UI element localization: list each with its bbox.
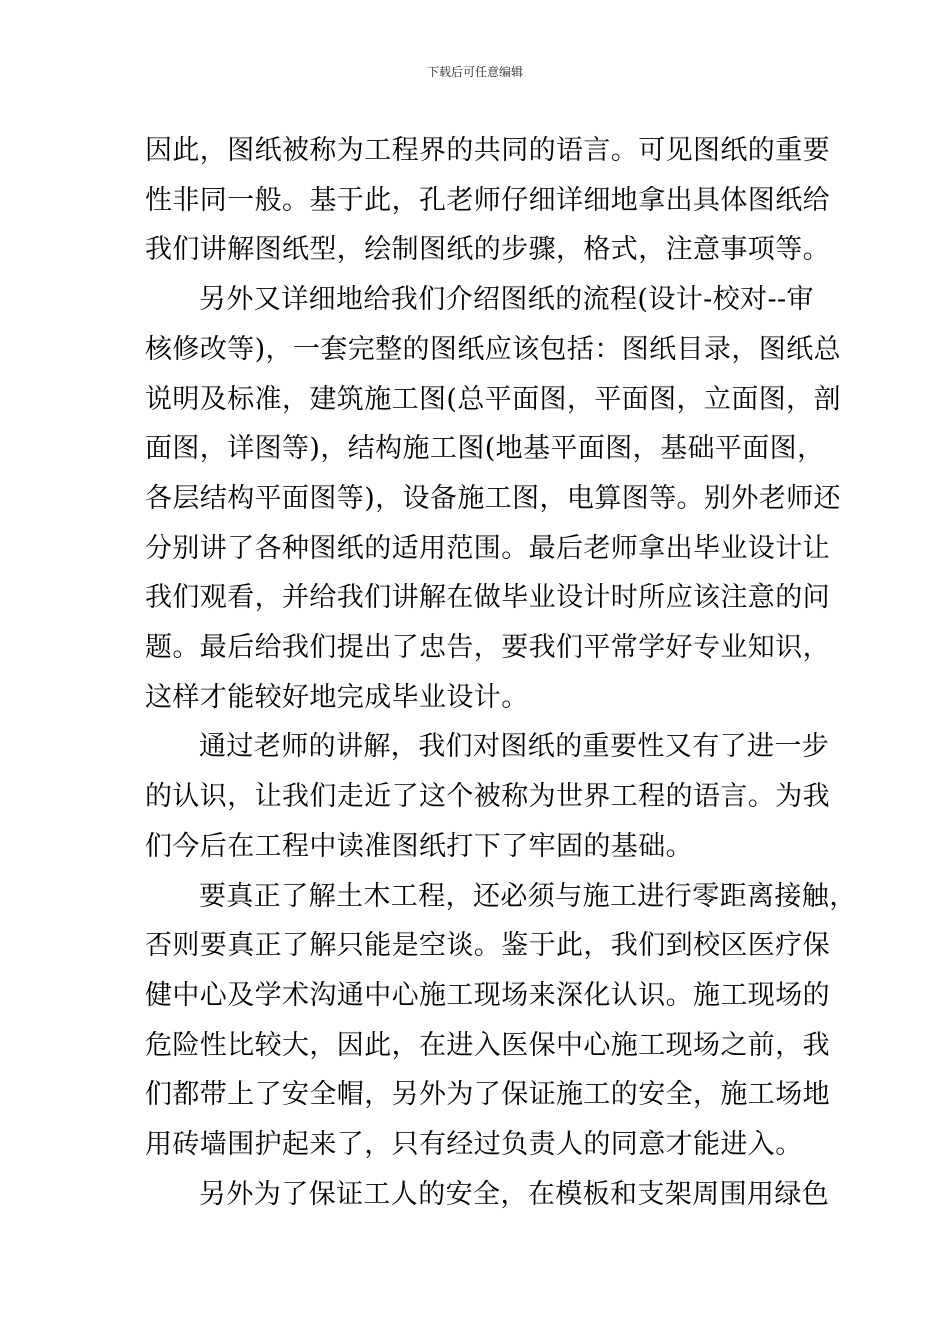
text-line: 健中心及学术沟通中心施工现场来深化认识。施工现场的 [145,979,830,1011]
text-line: 另外又详细地给我们介绍图纸的流程(设计-校对--审 [199,284,814,316]
text-line: 要真正了解土木工程，还必须与施工进行零距离接触， [199,880,857,912]
text-line: 通过老师的讲解，我们对图纸的重要性又有了进一步 [199,731,830,763]
text-line: 用砖墙围护起来了，只有经过负责人的同意才能进入。 [145,1129,803,1161]
text-line: 各层结构平面图等)，设备施工图，电算图等。别外老师还 [145,482,841,514]
text-line: 我们讲解图纸型，绘制图纸的步骤，格式，注意事项等。 [145,234,830,266]
text-line: 们都带上了安全帽，另外为了保证施工的安全，施工场地 [145,1079,830,1111]
text-line: 核修改等)，一套完整的图纸应该包括：图纸目录，图纸总 [145,333,841,365]
text-line: 们今后在工程中读准图纸打下了牢固的基础。 [145,830,693,862]
text-line: 这样才能较好地完成毕业设计。 [145,681,529,713]
text-line: 我们观看，并给我们讲解在做毕业设计时所应该注意的问 [145,582,830,614]
text-line: 危险性比较大，因此，在进入医保中心施工现场之前，我 [145,1029,830,1061]
text-line: 分别讲了各种图纸的适用范围。最后老师拿出毕业设计让 [145,532,830,564]
text-line: 的认识，让我们走近了这个被称为世界工程的语言。为我 [145,781,830,813]
paragraph-5 [145,1170,830,1220]
page-header: 下载后可任意编辑 [426,65,523,79]
text-line: 另外为了保证工人的安全，在模板和支架周围用绿色 [199,1178,830,1210]
text-line: 性非同一般。基于此，孔老师仔细详细地拿出具体图纸给 [145,184,830,216]
text-line: 说明及标准，建筑施工图(总平面图，平面图，立面图，剖 [145,383,841,415]
text-line: 否则要真正了解只能是空谈。鉴于此，我们到校区医疗保 [145,930,830,962]
paragraph-3 [145,722,830,871]
document-body [145,126,857,1219]
paragraph-2 [145,275,841,722]
text-line: 题。最后给我们提出了忠告，要我们平常学好专业知识， [145,632,830,664]
text-line: 因此，图纸被称为工程界的共同的语言。可见图纸的重要 [145,135,830,166]
text-line: 面图，详图等)，结构施工图(地基平面图，基础平面图， [145,433,825,465]
paragraph-1 [145,126,830,275]
paragraph-4 [145,872,857,1170]
